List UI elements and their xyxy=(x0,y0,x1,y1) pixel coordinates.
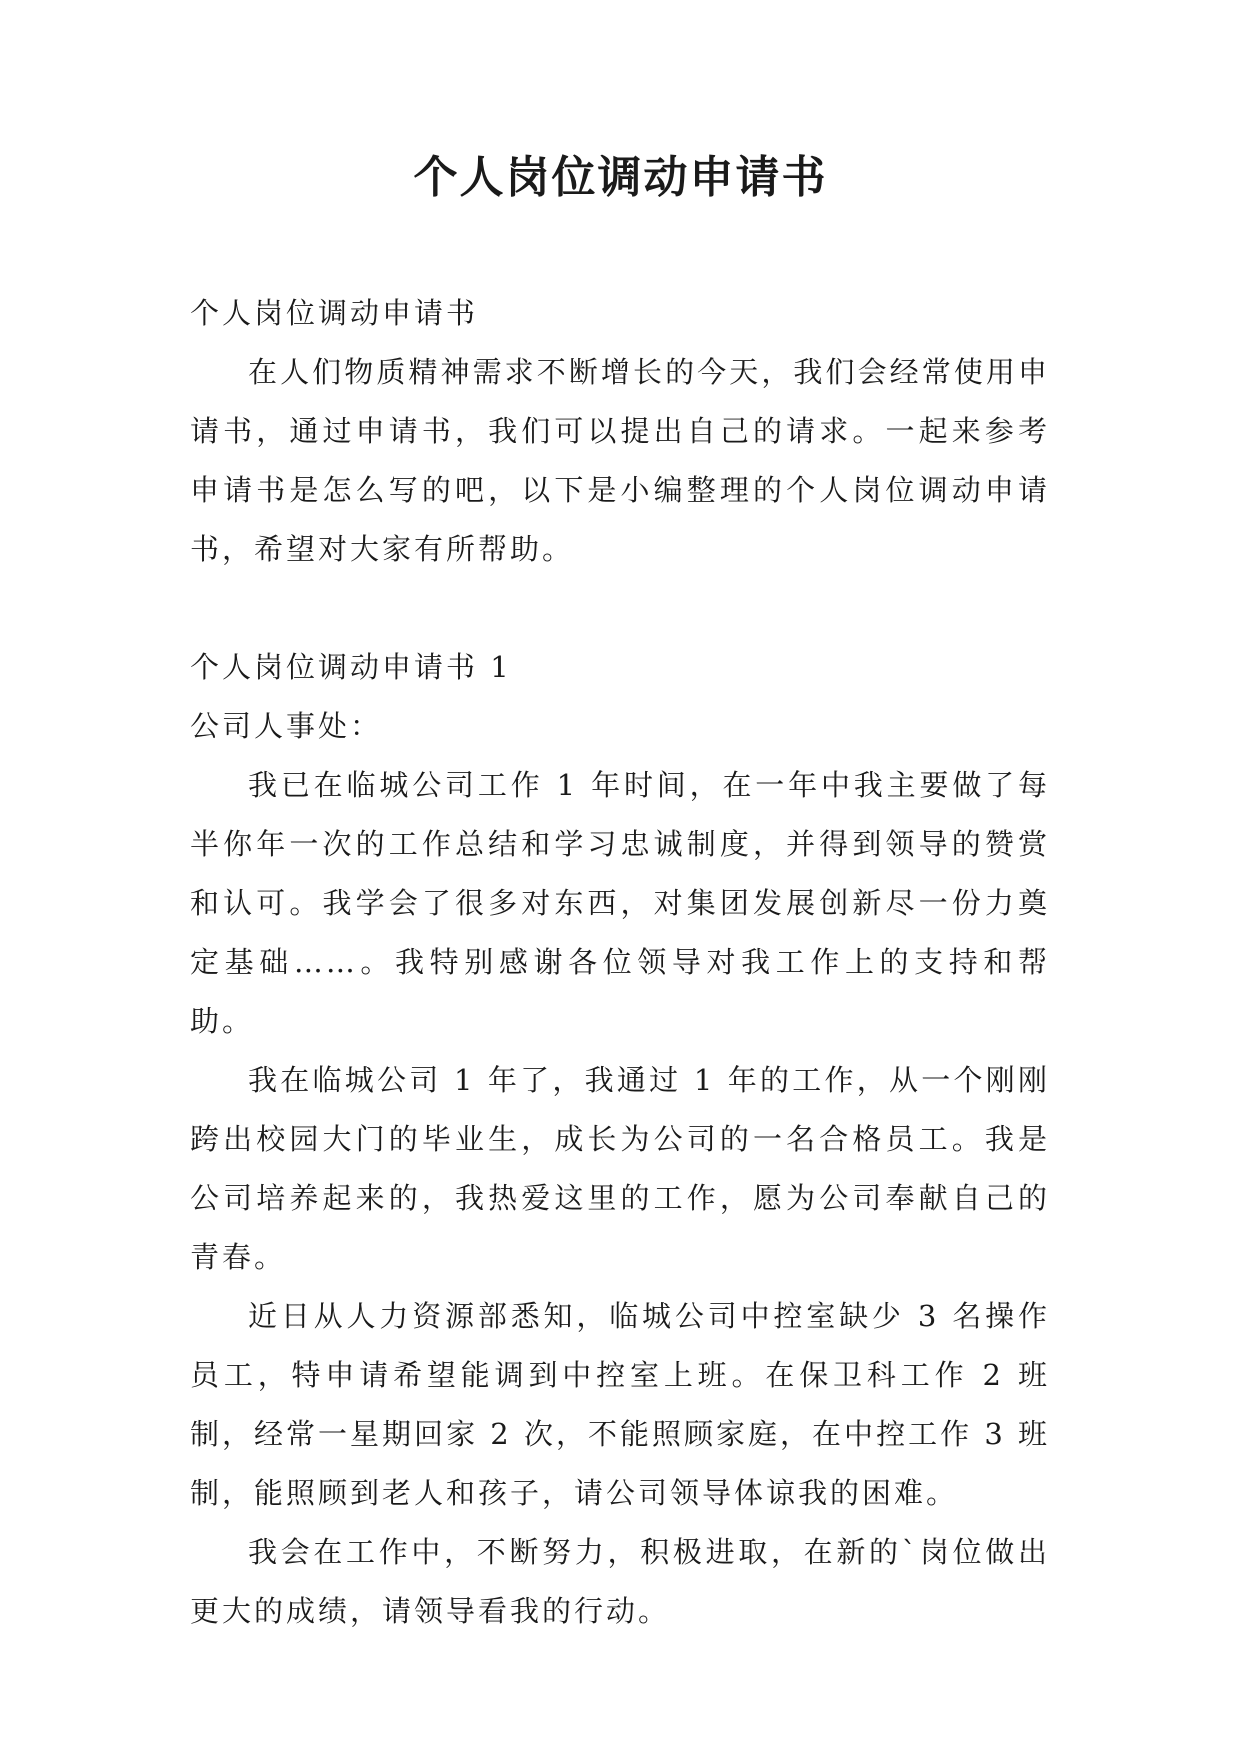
body-paragraph: 我已在临城公司工作 1 年时间，在一年中我主要做了每半你年一次的工作总结和学习忠诚制度，并得到领导的赞赏和认可。我学会了很多对东西，对集团发展创新尽一份力奠定基础……。我特别感谢各位领导对我工作上的支持和帮助。 xyxy=(190,768,1050,1038)
document-body xyxy=(190,284,1050,1641)
section-heading: 个人岗位调动申请书 1 xyxy=(190,650,512,684)
intro-paragraph: 在人们物质精神需求不断增长的今天，我们会经常使用申请书，通过申请书，我们可以提出自己的请求。一起来参考申请书是怎么写的吧，以下是小编整理的个人岗位调动申请书，希望对大家有所帮助。 xyxy=(190,355,1050,566)
document-subtitle: 个人岗位调动申请书 xyxy=(190,296,479,330)
salutation: 公司人事处： xyxy=(190,709,383,743)
body-paragraph: 我会在工作中，不断努力，积极进取，在新的`岗位做出更大的成绩，请领导看我的行动。 xyxy=(190,1535,1050,1628)
document-title: 个人岗位调动申请书 xyxy=(413,152,828,203)
section-spacer xyxy=(190,579,1050,638)
body-paragraph: 我在临城公司 1 年了，我通过 1 年的工作，从一个刚刚跨出校园大门的毕业生，成长为公司的一名合格员工。我是公司培养起来的，我热爱这里的工作，愿为公司奉献自己的青春。 xyxy=(190,1063,1050,1274)
body-paragraph: 近日从人力资源部悉知，临城公司中控室缺少 3 名操作员工，特申请希望能调到中控室上班。在保卫科工作 2 班制，经常一星期回家 2 次，不能照顾家庭，在中控工作 3 班制，能照顾到老人和孩子，请公司领导体谅我的困难。 xyxy=(190,1299,1050,1510)
